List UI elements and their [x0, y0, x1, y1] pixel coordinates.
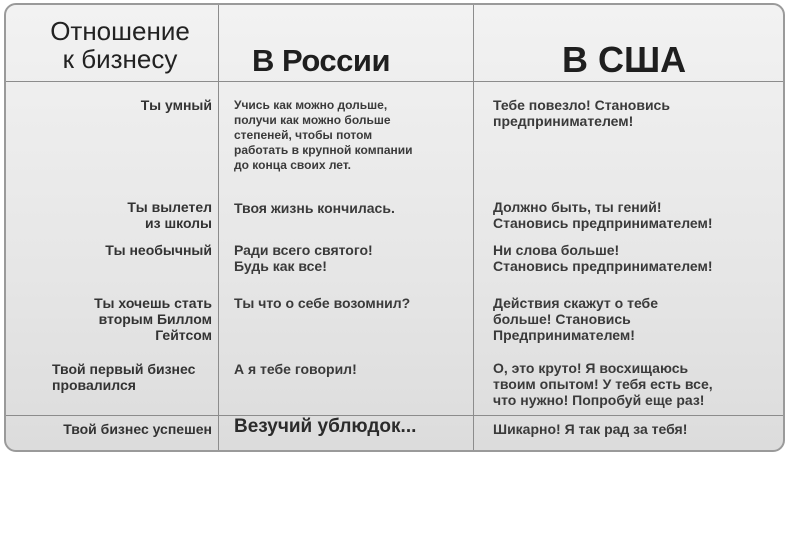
attitude-header: Отношение к бизнесу — [50, 16, 190, 74]
russia-cell: Ты что о себе возомнил? — [234, 295, 411, 311]
usa-header: В США — [562, 39, 687, 80]
header-divider — [6, 81, 783, 82]
russia-cell: Ради всего святого! Будь как все! — [234, 242, 373, 274]
row-label: Ты хочешь стать вторым Биллом Гейтсом — [94, 295, 212, 343]
usa-cell: О, это круто! Я восхищаюсь твоим опытом! У тебя есть все, что нужно! Попробуй еще раз! — [493, 360, 713, 408]
comparison-table — [4, 3, 785, 452]
usa-cell: Тебе повезло! Становись предпринимателем! — [493, 97, 670, 129]
russia-cell: Твоя жизнь кончилась. — [234, 200, 395, 216]
usa-cell: Шикарно! Я так рад за тебя! — [493, 421, 688, 437]
russia-cell: Учись как можно дольше, получи как можно больше степеней, чтобы потом работать в крупной компании до конца своих лет. — [234, 98, 413, 172]
column-divider — [473, 5, 474, 450]
usa-cell: Ни слова больше! Становись предпринимателем! — [493, 242, 713, 274]
row-label: Ты необычный — [105, 242, 212, 258]
russia-cell: Везучий ублюдок... — [234, 416, 417, 437]
usa-cell: Должно быть, ты гений! Становись предпринимателем! — [493, 199, 713, 231]
row-label: Твой бизнес успешен — [63, 421, 212, 437]
russia-header: В России — [252, 43, 391, 78]
russia-cell: А я тебе говорил! — [234, 361, 357, 377]
row-label: Ты умный — [140, 97, 212, 113]
usa-cell: Действия скажут о тебе больше! Становись Предпринимателем! — [493, 295, 658, 343]
row-label: Ты вылетел из школы — [127, 199, 212, 231]
row-label: Твой первый бизнес провалился — [52, 361, 196, 393]
